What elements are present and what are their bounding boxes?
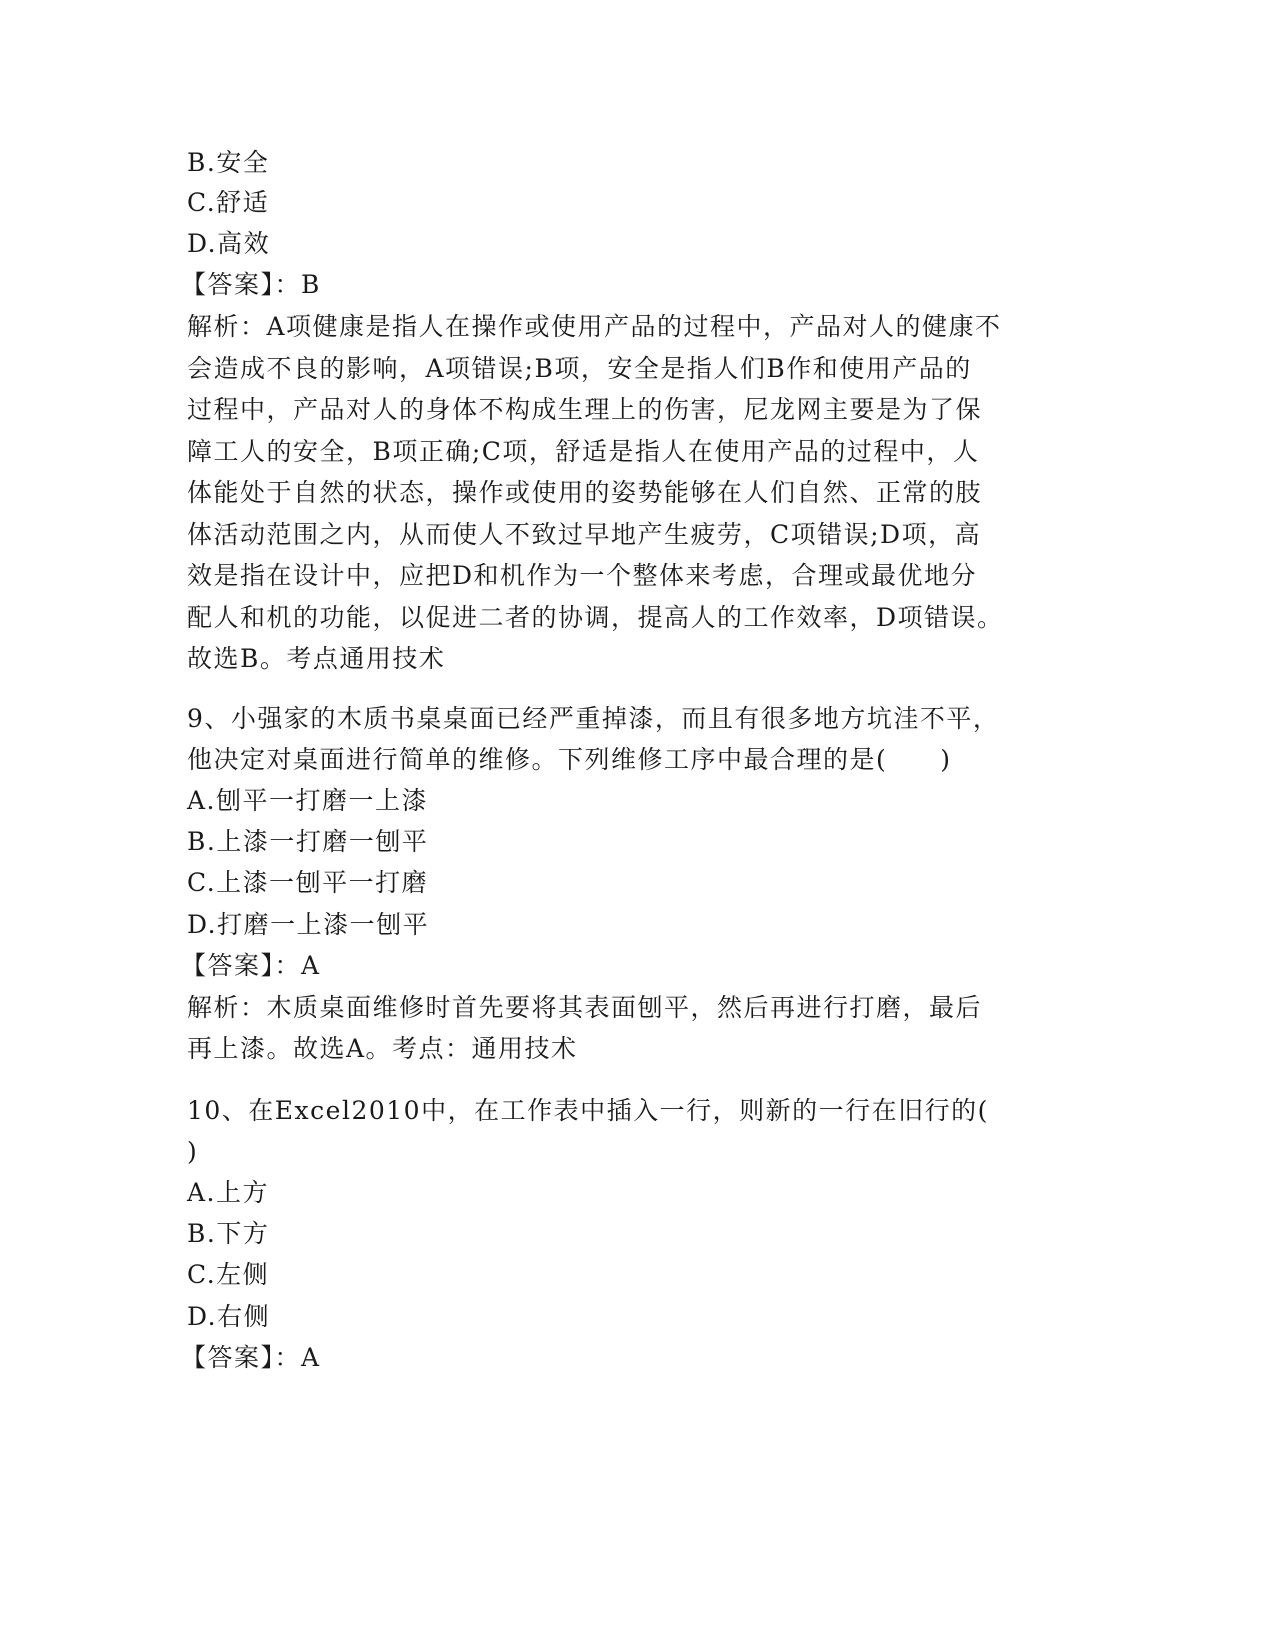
q9-option-a: A.刨平一打磨一上漆	[187, 786, 429, 815]
q10-option-b: B.下方	[187, 1219, 270, 1248]
q8-analysis-line: 体能处于自然的状态，操作或使用的姿势能够在人们自然、正常的肢	[187, 478, 983, 507]
q8-analysis-line: 解析：A项健康是指人在操作或使用产品的过程中，产品对人的健康不	[187, 312, 1002, 341]
q8-option-c: C.舒适	[187, 188, 270, 217]
q10-answer: 【答案】：A	[181, 1343, 321, 1372]
q8-analysis-line: 障工人的安全，B项正确;C项，舒适是指人在使用产品的过程中，人	[187, 437, 980, 466]
q10-option-d: D.右侧	[187, 1302, 271, 1331]
q9-option-c: C.上漆一刨平一打磨	[187, 868, 429, 897]
q9-analysis-line: 再上漆。故选A。考点：通用技术	[187, 1034, 578, 1063]
q8-analysis-line: 故选B。考点通用技术	[187, 644, 446, 673]
q10-stem-line: 10、在Excel2010中，在工作表中插入一行，则新的一行在旧行的(	[187, 1096, 989, 1125]
q10-option-c: C.左侧	[187, 1260, 270, 1289]
q8-option-b: B.安全	[187, 148, 270, 177]
q9-option-d: D.打磨一上漆一刨平	[187, 910, 430, 939]
q9-stem-line: 他决定对桌面进行简单的维修。下列维修工序中最合理的是( )	[187, 745, 952, 774]
q9-stem-line: 9、小强家的木质书桌桌面已经严重掉漆，而且有很多地方坑洼不平，	[187, 704, 1000, 733]
q8-answer: 【答案】：B	[181, 270, 321, 299]
q9-option-b: B.上漆一打磨一刨平	[187, 827, 429, 856]
q9-answer: 【答案】：A	[181, 951, 321, 980]
q8-analysis-line: 效是指在设计中，应把D和机作为一个整体来考虑，合理或最优地分	[187, 561, 978, 590]
q10-option-a: A.上方	[187, 1178, 270, 1207]
q8-analysis-line: 过程中，产品对人的身体不构成生理上的伤害，尼龙网主要是为了保	[187, 395, 983, 424]
q10-stem-line: )	[187, 1137, 199, 1166]
q8-analysis-line: 配人和机的功能，以促进二者的协调，提高人的工作效率，D项错误。	[187, 603, 1004, 632]
q8-analysis-line: 会造成不良的影响，A项错误;B项，安全是指人们B作和使用产品的	[187, 354, 972, 383]
q8-option-d: D.高效	[187, 229, 271, 258]
q9-analysis-line: 解析：木质桌面维修时首先要将其表面刨平，然后再进行打磨，最后	[187, 993, 983, 1022]
q8-analysis-line: 体活动范围之内，从而使人不致过早地产生疲劳，C项错误;D项，高	[187, 520, 982, 549]
